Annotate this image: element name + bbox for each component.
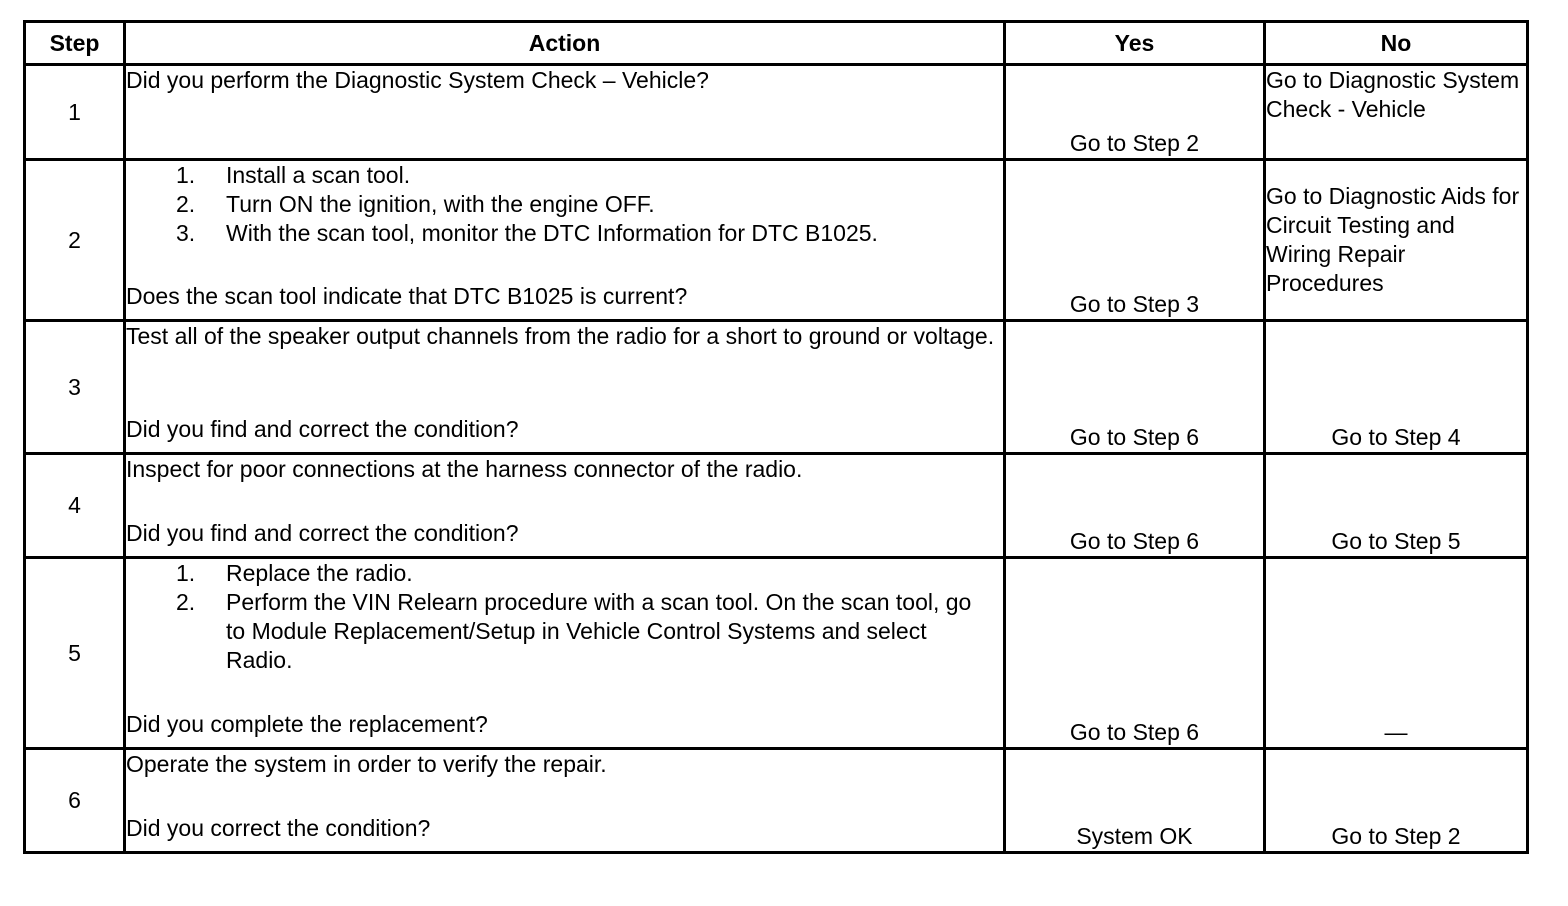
list-item-number: 2. (176, 191, 196, 217)
step-number: 5 (25, 558, 125, 749)
no-cell: Go to Diagnostic System Check - Vehicle (1265, 65, 1528, 160)
yes-cell: Go to Step 6 (1005, 558, 1265, 749)
table-row (25, 160, 1528, 321)
list-item-number: 2. (176, 589, 196, 615)
table-header-row (25, 22, 1528, 65)
table-row (25, 321, 1528, 454)
list-item-text: Turn ON the ignition, with the engine OFF. (226, 191, 655, 217)
step-number: 4 (25, 454, 125, 558)
header-yes: Yes (1005, 22, 1265, 65)
action-cell (125, 321, 1005, 454)
header-step: Step (25, 22, 125, 65)
yes-cell: Go to Step 2 (1005, 65, 1265, 160)
table-row (25, 749, 1528, 853)
no-cell: Go to Step 2 (1265, 749, 1528, 853)
list-item-number: 1. (176, 162, 196, 188)
step-number: 1 (25, 65, 125, 160)
step-number: 6 (25, 749, 125, 853)
action-text: Test all of the speaker output channels from the radio for a short to ground or voltage. (126, 323, 995, 349)
no-cell: Go to Step 5 (1265, 454, 1528, 558)
action-cell (125, 65, 1005, 160)
table-row (25, 558, 1528, 749)
list-item (126, 190, 1003, 219)
yes-cell: Go to Step 3 (1005, 160, 1265, 321)
list-item-text: Replace the radio. (226, 560, 413, 586)
list-item-number: 3. (176, 220, 196, 246)
action-question: Does the scan tool indicate that DTC B1025 is current? (126, 283, 688, 309)
action-question: Did you correct the condition? (126, 815, 431, 841)
diagnostic-table (23, 20, 1529, 854)
no-cell: — (1265, 558, 1528, 749)
table-row (25, 65, 1528, 160)
no-cell: Go to Diagnostic Aids for Circuit Testing and Wiring Repair Procedures (1265, 160, 1528, 321)
list-item (126, 219, 1003, 248)
list-item-text: Perform the VIN Relearn procedure with a scan tool. On the scan tool, go to Module Replacement/Setup in Vehicle Control Systems and select Radio. (226, 589, 972, 673)
action-cell (125, 558, 1005, 749)
step-number: 3 (25, 321, 125, 454)
step-number: 2 (25, 160, 125, 321)
action-steps-list (126, 161, 1003, 248)
list-item (126, 559, 1003, 588)
action-steps-list (126, 559, 1003, 675)
action-question: Did you complete the replacement? (126, 711, 488, 737)
action-text: Operate the system in order to verify the repair. (126, 751, 607, 777)
action-cell (125, 160, 1005, 321)
list-item-number: 1. (176, 560, 196, 586)
table-row (25, 454, 1528, 558)
action-text: Inspect for poor connections at the harness connector of the radio. (126, 456, 803, 482)
header-action: Action (125, 22, 1005, 65)
yes-cell: Go to Step 6 (1005, 454, 1265, 558)
action-cell (125, 454, 1005, 558)
yes-cell: Go to Step 6 (1005, 321, 1265, 454)
list-item-text: With the scan tool, monitor the DTC Information for DTC B1025. (226, 220, 878, 246)
list-item-text: Install a scan tool. (226, 162, 411, 188)
action-text: Did you perform the Diagnostic System Check – Vehicle? (126, 67, 709, 93)
action-question: Did you find and correct the condition? (126, 520, 519, 546)
list-item (126, 161, 1003, 190)
no-cell: Go to Step 4 (1265, 321, 1528, 454)
yes-cell: System OK (1005, 749, 1265, 853)
action-cell (125, 749, 1005, 853)
header-no: No (1265, 22, 1528, 65)
list-item (126, 588, 1003, 675)
action-question: Did you find and correct the condition? (126, 416, 519, 442)
